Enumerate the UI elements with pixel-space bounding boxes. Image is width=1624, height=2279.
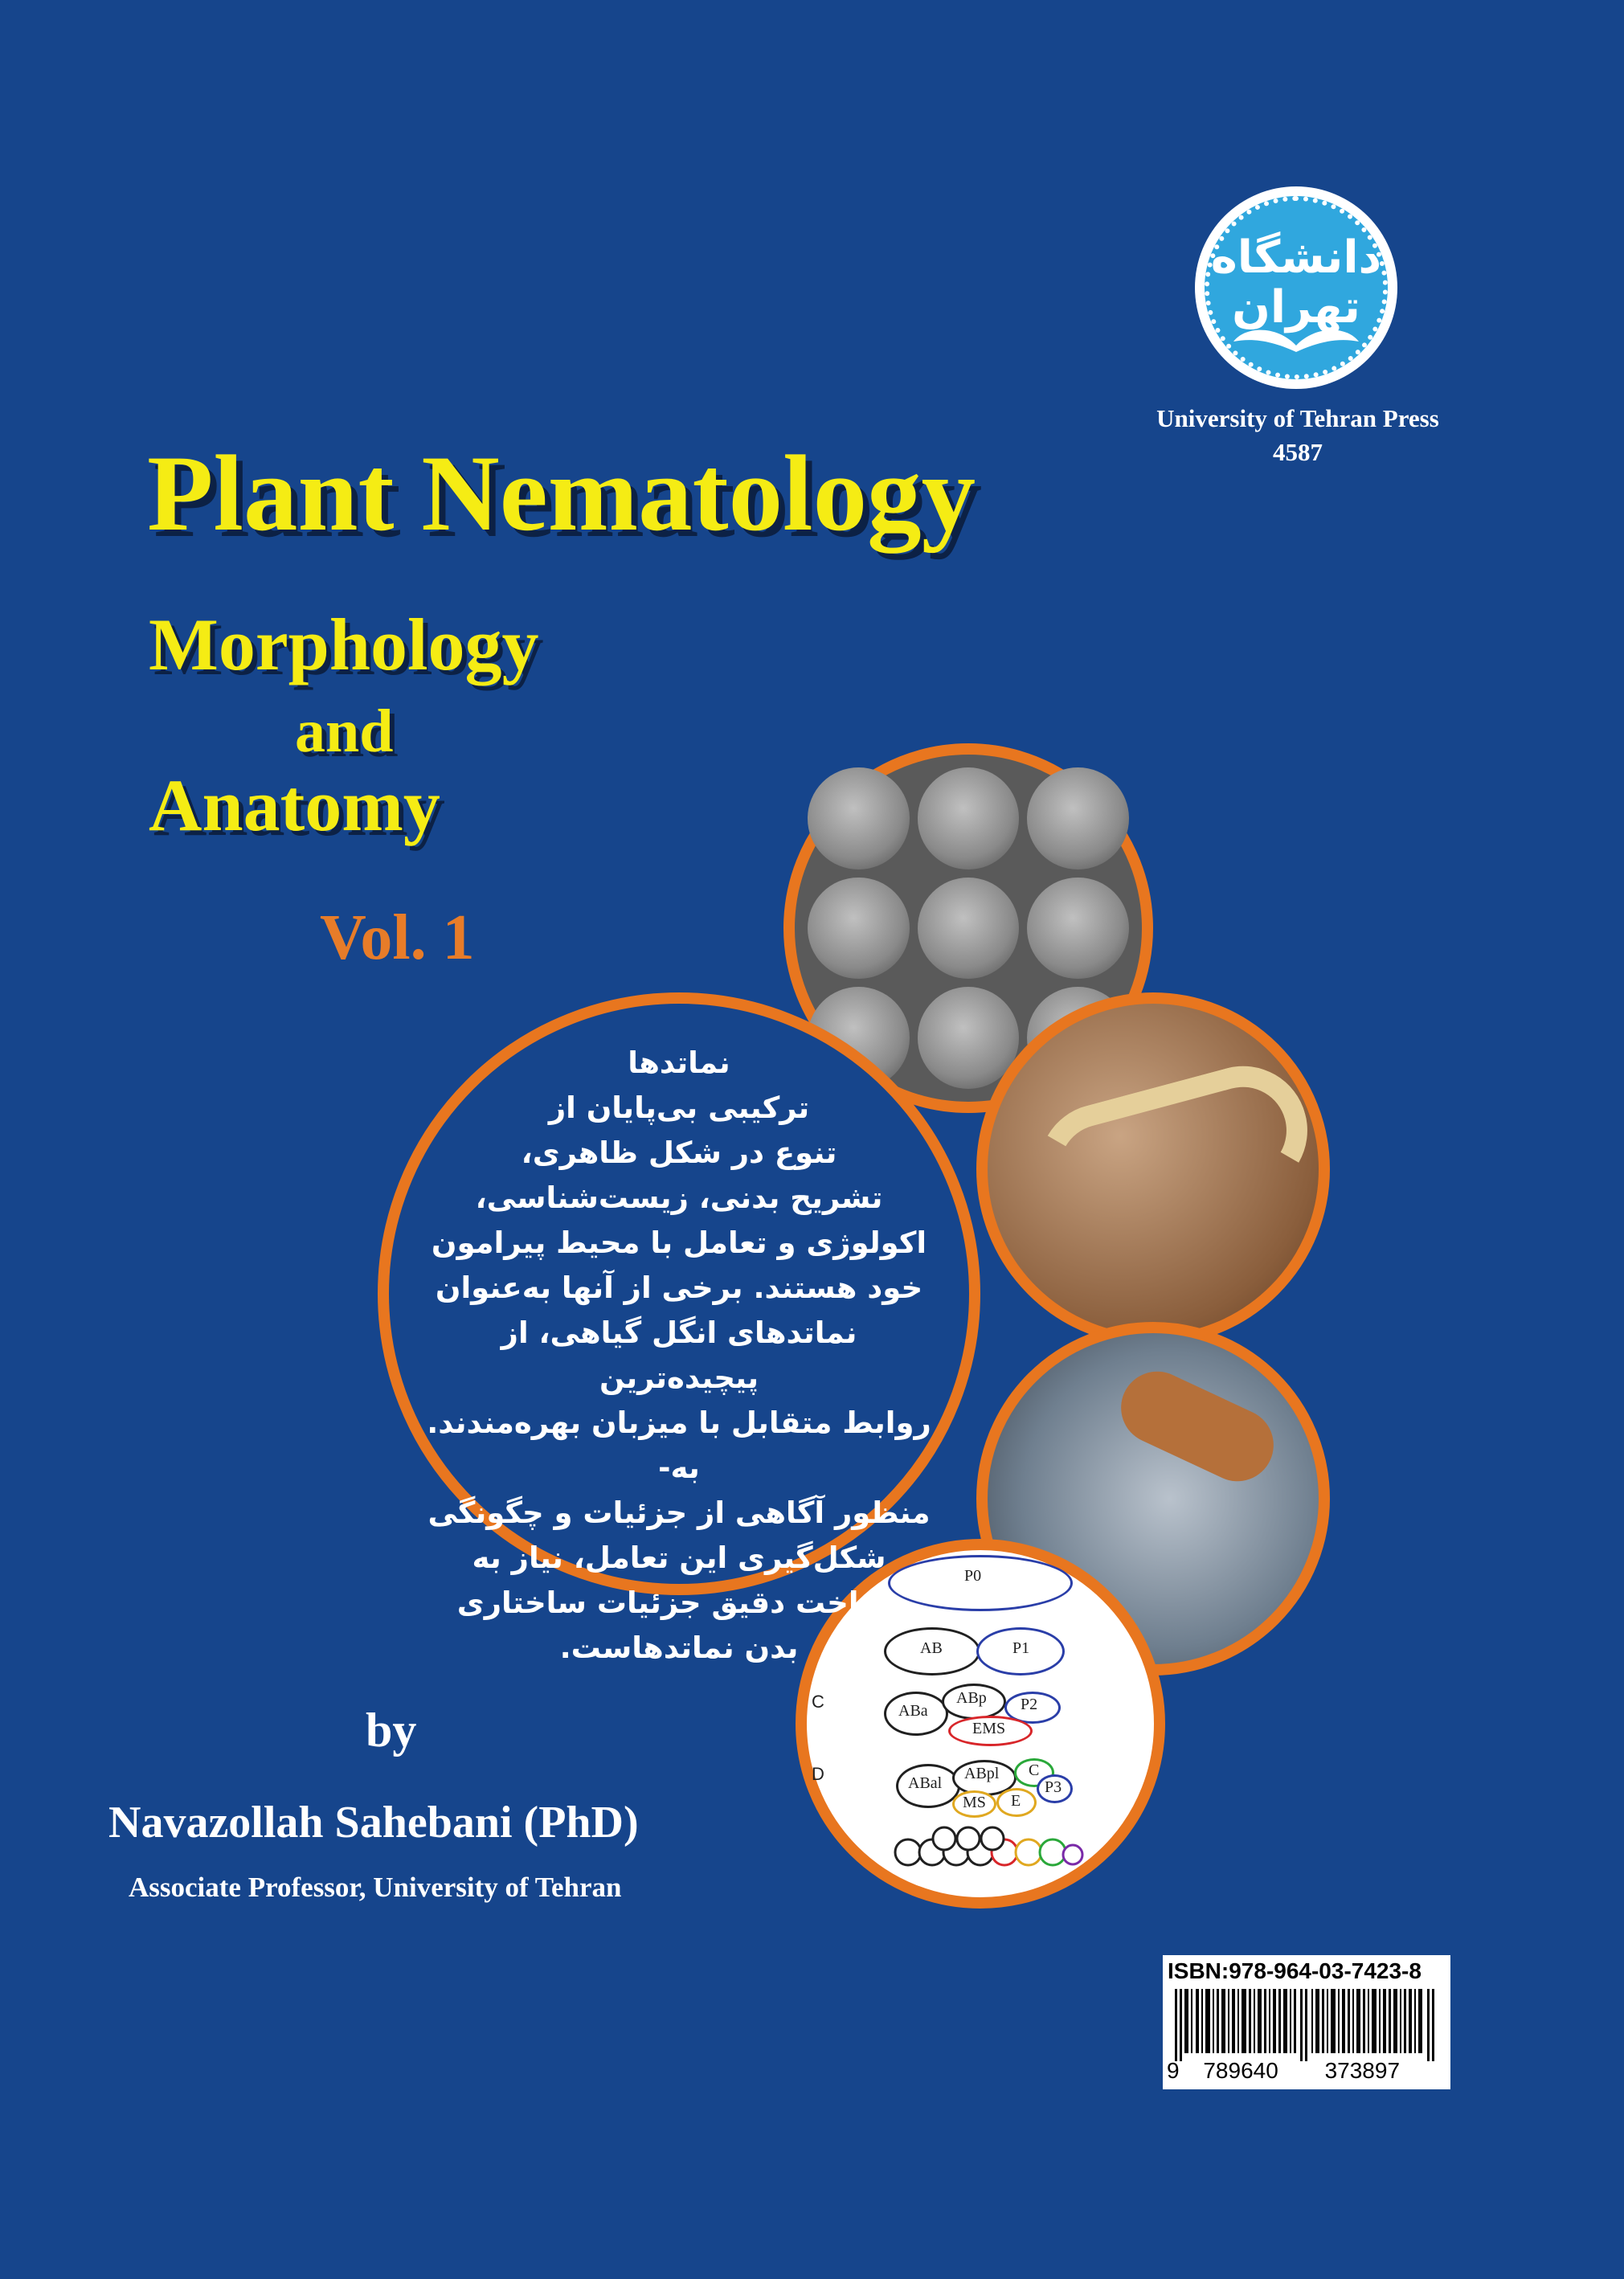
isbn-label: ISBN:978-964-03-7423-8 xyxy=(1168,1958,1422,1983)
barcode-lead-digit: 9 xyxy=(1167,2058,1180,2083)
embryo-image xyxy=(808,878,910,980)
author-affiliation: Associate Professor, University of Tehran xyxy=(129,1872,622,1903)
publication-number: 4587 xyxy=(1273,438,1323,466)
subtitle-morphology: Morphology xyxy=(149,604,539,685)
publisher-block xyxy=(1125,402,1471,469)
barcode-digits xyxy=(1167,2057,1444,2085)
author-name: Navazollah Sahebani (PhD) xyxy=(108,1798,639,1847)
cell-label-p3: P3 xyxy=(1045,1778,1062,1796)
embryo-image xyxy=(918,878,1020,980)
book-title: Plant Nematology xyxy=(147,434,976,554)
volume-label: Vol. 1 xyxy=(320,902,475,973)
cell-label-ms: MS xyxy=(963,1794,986,1811)
cell-label-aba: ABa xyxy=(898,1702,928,1720)
cell-label-e: E xyxy=(1011,1792,1021,1810)
row-letter-c: C xyxy=(812,1692,824,1712)
row-letter-d: D xyxy=(812,1764,824,1784)
cell-label-ems: EMS xyxy=(972,1720,1006,1737)
cell-label-ab: AB xyxy=(920,1639,943,1657)
embryo-image xyxy=(1027,767,1129,869)
embryo-image xyxy=(808,767,910,869)
cell-label-abpl: ABpl xyxy=(964,1765,1000,1782)
persian-blurb: نماتدها ترکیبی بی‌پایان از تنوع در شکل ظاهری، تشریح بدنی، زیست‌شناسی، اکولوژی و تعامل با محیط پیرامون خود هستند. برخی از آنها به‌عنوان نماتدهای انگل گیاهی، از پیچیده‌ترین روابط متقابل با میزبان بهره‌مندند. به- منظور آگاهی از جزئیات و چگونگی شکل‌گیری این تعامل، نیاز به شناخت دقیق جزئیات ساختاری بدن نماتدهاست. xyxy=(427,1045,931,1665)
cell-label-p2: P2 xyxy=(1021,1696,1038,1713)
barcode-group-1: 789640 xyxy=(1203,2058,1278,2083)
embryo-image xyxy=(918,767,1020,869)
cell-label-abal: ABal xyxy=(908,1774,943,1792)
cell-label-p1: P1 xyxy=(1012,1639,1030,1657)
byline: by xyxy=(366,1704,417,1757)
embryo-image xyxy=(1027,878,1129,980)
seal-wings-icon xyxy=(1229,321,1363,354)
subtitle-anatomy: Anatomy xyxy=(149,764,440,846)
cell-label-abp: ABp xyxy=(956,1689,987,1707)
cell-label-c: C xyxy=(1029,1761,1040,1779)
publisher-name: University of Tehran Press xyxy=(1156,404,1439,432)
multicell-embryo-diagram xyxy=(892,1824,1093,1872)
subtitle-and: and xyxy=(295,698,394,765)
seal-lettering: دانشگاه تهران xyxy=(1210,231,1382,333)
barcode-group-2: 373897 xyxy=(1324,2058,1401,2083)
cell-label-p0: P0 xyxy=(964,1567,982,1585)
barcode-icon xyxy=(1175,1989,1440,2061)
